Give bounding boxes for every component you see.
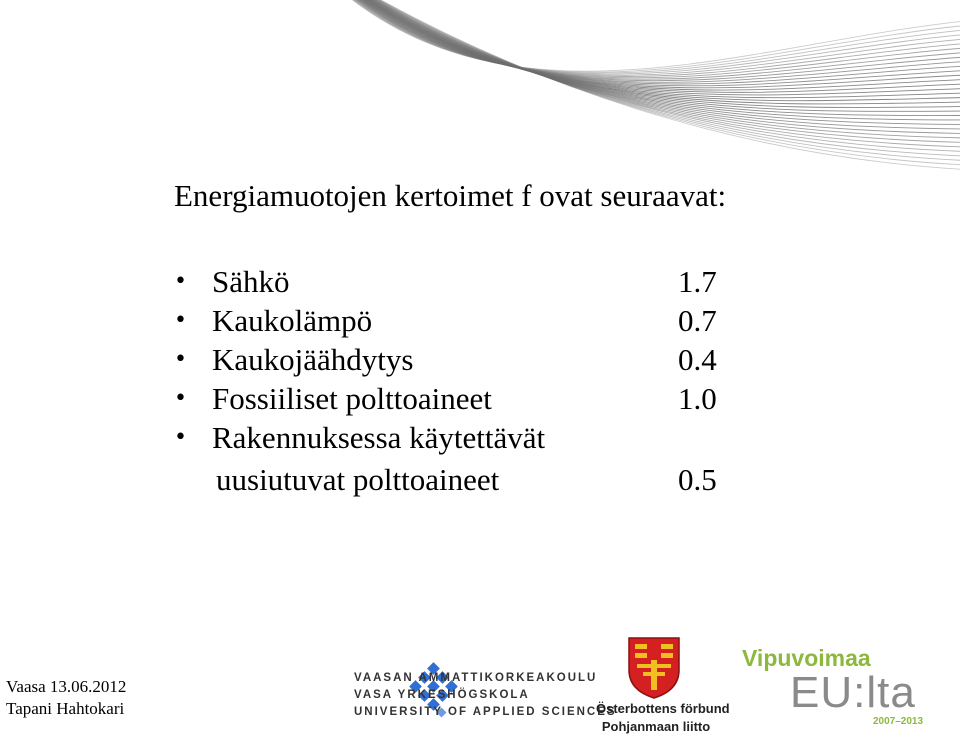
bullet: •	[174, 308, 187, 333]
osterbottens-line1: Österbottens förbund	[596, 701, 730, 716]
list-item-continuation	[0, 457, 960, 503]
item-label: Kaukolämpö	[212, 303, 373, 338]
bullet: •	[174, 425, 187, 450]
eulta-text: EU:lta	[790, 668, 916, 717]
bullet: •	[174, 269, 187, 294]
osterbottens-line2: Pohjanmaan liitto	[601, 719, 711, 734]
item-value: 0.7	[678, 303, 717, 338]
item-label: Kaukojäähdytys	[212, 342, 414, 377]
item-label: Sähkö	[212, 264, 290, 299]
item-label-continuation: uusiutuvat polttoaineet	[216, 462, 500, 497]
vamk-line3: UNIVERSITY OF APPLIED SCIENCES	[354, 706, 617, 718]
slide-title: Energiamuotojen kertoimet f ovat seuraavat:	[174, 178, 727, 213]
item-value: 1.7	[678, 264, 717, 299]
item-value: 1.0	[678, 381, 717, 416]
osterbottens-shield-icon	[627, 636, 681, 700]
item-value: 0.5	[678, 462, 717, 497]
footer	[6, 676, 126, 720]
vipuvoimaa-text: Vipuvoimaa	[742, 645, 871, 671]
item-value: 0.4	[678, 342, 717, 377]
bullet: •	[174, 347, 187, 372]
eu-years-text: 2007–2013	[873, 716, 924, 727]
vamk-line2: VASA YRKESHÖGSKOLA	[354, 689, 530, 701]
bullet: •	[174, 386, 187, 411]
item-label: Fossiiliset polttoaineet	[212, 381, 492, 416]
item-label: Rakennuksessa käytettävät	[212, 420, 546, 455]
vamk-line1: VAASAN AMMATTIKORKEAKOULU	[354, 672, 598, 684]
footer-author: Tapani Hahtokari	[6, 699, 125, 718]
list-item	[0, 415, 960, 461]
vamk-logo-text	[354, 670, 617, 721]
osterbottens-logo-text	[596, 700, 730, 736]
footer-place-date: Vaasa 13.06.2012	[6, 677, 127, 696]
